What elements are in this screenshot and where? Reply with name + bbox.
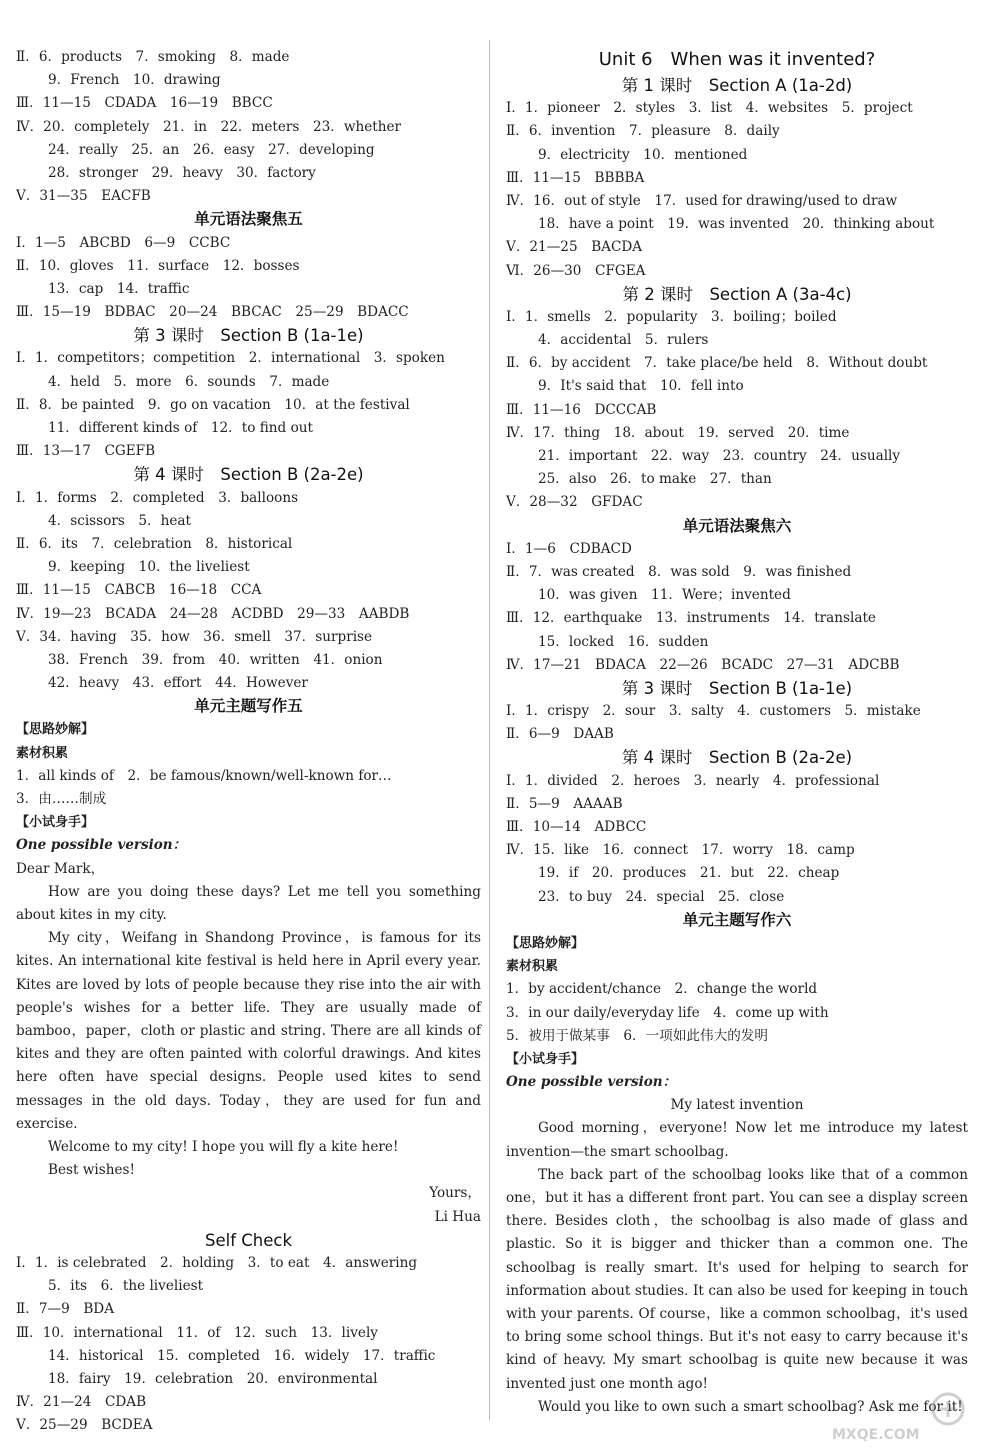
- answer-line: Ⅴ．28—32 GFDAC: [506, 494, 643, 511]
- version-label: One possible version：: [506, 1074, 677, 1091]
- answer-line: 5．its 6．the liveliest: [48, 1278, 204, 1295]
- watermark-logo: [828, 1391, 978, 1443]
- answer-line: Ⅱ．10．gloves 11．surface 12．bosses: [16, 257, 300, 274]
- answer-line: Ⅰ．1．smells 2．popularity 3．boiling；boiled: [506, 308, 837, 325]
- answer-line: Ⅳ．19—23 BCADA 24—28 ACDBD 29—33 AABDB: [16, 605, 410, 622]
- answer-line: Ⅲ．12．earthquake 13．instruments 14．translate: [506, 610, 876, 627]
- answers-block: [506, 700, 968, 746]
- material-line: 1．all kinds of 2．be famous/known/well-known for…: [16, 767, 392, 784]
- material-line: 1．by accident/chance 2．change the world: [506, 981, 818, 998]
- column-divider: [489, 40, 490, 1420]
- salutation: Dear Mark，: [16, 860, 105, 877]
- right-column: [506, 46, 968, 1419]
- answer-line: 10．was given 11．Were；invented: [538, 587, 791, 604]
- answer-line: 15．locked 16．sudden: [538, 633, 709, 650]
- section-heading: 第 1 课时 Section A (1a-2d): [621, 76, 853, 95]
- essay-paragraph: Welcome to my city! I hope you will fly a kite here!: [48, 1139, 399, 1155]
- answer-line: 24．really 25．an 26．easy 27．developing: [48, 141, 375, 158]
- material-block: [506, 978, 968, 1048]
- answer-line: 13．cap 14．traffic: [48, 280, 190, 297]
- section-heading: 单元语法聚焦六: [682, 516, 792, 535]
- answer-line: 4．held 5．more 6．sounds 7．made: [48, 373, 330, 390]
- tag-label: 素材积累: [506, 959, 559, 975]
- answer-line: Ⅱ．6．its 7．celebration 8．historical: [16, 535, 293, 552]
- answer-line: 11．different kinds of 12．to find out: [48, 420, 313, 436]
- answer-line: Ⅲ．15—19 BDBAC 20—24 BBCAC 25—29 BDACC: [16, 304, 409, 321]
- answer-line: 9．keeping 10．the liveliest: [48, 559, 250, 576]
- answer-line: Ⅳ．17．thing 18．about 19．served 20．time: [506, 424, 850, 441]
- answer-line: Ⅲ．10．international 11．of 12．such 13．lively: [16, 1324, 378, 1341]
- answer-line: Ⅲ．11—15 CDADA 16—19 BBCC: [16, 95, 273, 112]
- signature: Li Hua: [434, 1208, 481, 1225]
- essay-title: My latest invention: [670, 1097, 804, 1114]
- answer-line: Ⅴ．21—25 BACDA: [506, 239, 643, 256]
- answers-block: [506, 538, 968, 677]
- answer-line: Ⅴ．31—35 EACFB: [16, 188, 151, 205]
- answer-line: Ⅱ．6—9 DAAB: [506, 726, 614, 743]
- material-line: 3．in our daily/everyday life 4．come up with: [506, 1004, 829, 1021]
- material-block: [16, 765, 481, 811]
- answer-line: 19．if 20．produces 21．but 22．cheap: [538, 865, 840, 882]
- essay-paragraph: Good morning，everyone! Now let me introduce my latest invention—the smart schoolbag.: [506, 1120, 968, 1160]
- answer-line: 21．important 22．way 23．country 24．usually: [538, 448, 901, 464]
- answer-line: Ⅱ．6．by accident 7．take place/be held 8．Without doubt: [506, 355, 928, 372]
- answer-line: Ⅴ．34．having 35．how 36．smell 37．surprise: [16, 628, 373, 645]
- essay-paragraph: The back part of the schoolbag looks like that of a common one，but it has a different front part. You can see a display screen there. Besides cloth，the schoolbag is also made of glass and plastic. So it is bigger and thicker than a common one. The schoolbag is really smart. It's used for helping to search for information about studies. It can also be used for keeping in touch with your parents. Of course，like a common schoolbag，it's used to bring some school things. But it's not easy to carry because it's kind of heavy. My smart schoolbag is quite new because it was invented just one month ago!: [506, 1166, 968, 1392]
- essay-body: [506, 1117, 968, 1419]
- answer-line: Ⅱ．7．was created 8．was sold 9．was finished: [506, 563, 852, 580]
- answer-line: 9．It's said that 10．fell into: [538, 378, 744, 395]
- answers-block: [16, 46, 481, 208]
- answer-line: 9．electricity 10．mentioned: [538, 146, 748, 163]
- answer-line: Ⅱ．7—9 BDA: [16, 1301, 115, 1318]
- answer-line: Ⅱ．6．invention 7．pleasure 8．daily: [506, 123, 780, 140]
- section-heading: 单元主题写作六: [682, 910, 792, 929]
- answers-block: [16, 487, 481, 696]
- tag-label: 【小试身手】: [16, 815, 95, 831]
- section-heading: 第 3 课时 Section B (1a-1e): [621, 678, 853, 698]
- section-heading: 单元主题写作五: [194, 697, 303, 716]
- essay-paragraph: Best wishes!: [48, 1162, 135, 1179]
- section-heading: 第 4 课时 Section B (2a-2e): [621, 748, 853, 768]
- material-line: 3．由……制成: [16, 791, 107, 807]
- answer-line: 38．French 39．from 40．written 41．onion: [48, 651, 383, 668]
- answer-line: 23．to buy 24．special 25．close: [538, 888, 785, 905]
- answer-line: 4．accidental 5．rulers: [538, 332, 709, 349]
- answer-line: 14．historical 15．completed 16．widely 17．traffic: [48, 1347, 436, 1364]
- answer-line: Ⅰ．1．competitors；competition 2．international 3．spoken: [16, 350, 445, 367]
- version-label: One possible version：: [16, 837, 187, 854]
- answer-line: Ⅱ．5—9 AAAAB: [506, 795, 623, 812]
- answer-line: Ⅳ．16．out of style 17．used for drawing/used to draw: [506, 192, 898, 209]
- tag-label: 【思路妙解】: [506, 935, 585, 951]
- answer-line: Ⅲ．11—15 CABCB 16—18 CCA: [16, 582, 262, 599]
- answer-line: Ⅰ．1．forms 2．completed 3．balloons: [16, 489, 299, 506]
- answer-line: 18．fairy 19．celebration 20．environmental: [48, 1370, 378, 1387]
- answer-line: 4．scissors 5．heat: [48, 512, 191, 529]
- answer-line: Ⅵ．26—30 CFGEA: [506, 262, 646, 279]
- answer-line: Ⅱ．6．products 7．smoking 8．made: [16, 49, 290, 65]
- answer-line: Ⅲ．10—14 ADBCC: [506, 819, 647, 835]
- answer-line: Ⅰ．1．is celebrated 2．holding 3．to eat 4．answering: [16, 1255, 418, 1271]
- unit-title: Unit 6 When was it invented?: [598, 49, 876, 70]
- answer-line: Ⅲ．11—16 DCCCAB: [506, 401, 657, 418]
- answer-line: Ⅳ．15．like 16．connect 17．worry 18．camp: [506, 842, 855, 859]
- answer-line: Ⅴ．25—29 BCDEA: [16, 1417, 153, 1434]
- answer-line: Ⅱ．8．be painted 9．go on vacation 10．at the festival: [16, 396, 410, 413]
- essay-paragraph: My city，Weifang in Shandong Province，is famous for its kites. An international kite festival is held here in April every year. Kites are loved by lots of people because they rise into the air with people's wishes for a better life. They are usually made of bamboo，paper，cloth or plastic and string. There are all kinds of kites and they are often painted with colorful drawings. And kites here often have special designs. People used kites to send messages in the old days. Today，they are used for fun and exercise.: [16, 930, 481, 1132]
- answer-line: Ⅰ．1—6 CDBACD: [506, 540, 632, 557]
- essay-paragraph: Would you like to own such a smart schoolbag? Ask me for it!: [538, 1398, 963, 1415]
- tag-label: 【小试身手】: [506, 1051, 585, 1067]
- watermark-text: MXQE.COM: [832, 1427, 920, 1443]
- section-heading: 第 2 课时 Section A (3a-4c): [622, 284, 852, 304]
- answer-line: Ⅳ．17—21 BDACA 22—26 BCADC 27—31 ADCBB: [506, 656, 900, 673]
- left-column: [16, 46, 481, 1438]
- answers-block: [16, 347, 481, 463]
- answer-line: Ⅰ．1—5 ABCBD 6—9 CCBC: [16, 234, 231, 251]
- answers-block: [16, 232, 481, 325]
- section-heading: 第 3 课时 Section B (1a-1e): [133, 326, 364, 346]
- answers-block: [506, 306, 968, 515]
- answer-line: Ⅰ．1．divided 2．heroes 3．nearly 4．professional: [506, 772, 880, 789]
- essay-paragraph: How are you doing these days? Let me tell you something about kites in my city.: [16, 883, 481, 923]
- essay-body: [16, 881, 481, 1183]
- section-heading: 单元语法聚焦五: [194, 210, 303, 229]
- material-line: 5．被用于做某事 6．一项如此伟大的发明: [506, 1027, 768, 1044]
- section-heading: 第 4 课时 Section B (2a-2e): [133, 465, 364, 485]
- answer-line: Ⅰ．1．crispy 2．sour 3．salty 4．customers 5．mistake: [506, 703, 921, 720]
- answers-block: [506, 97, 968, 283]
- answer-line: 28．stronger 29．heavy 30．factory: [48, 164, 316, 181]
- answer-line: 18．have a point 19．was invented 20．thinking about: [538, 216, 935, 233]
- answer-line: Ⅰ．1．pioneer 2．styles 3．list 4．websites 5．project: [506, 100, 913, 117]
- answer-line: 9．French 10．drawing: [48, 72, 221, 89]
- answer-line: Ⅲ．13—17 CGEFB: [16, 443, 156, 460]
- answers-block: [16, 1252, 481, 1438]
- answer-line: Ⅲ．11—15 BBBBA: [506, 169, 645, 186]
- answer-line: Ⅳ．21—24 CDAB: [16, 1394, 147, 1411]
- closing: Yours，: [429, 1185, 481, 1202]
- answer-line: 42．heavy 43．effort 44．However: [48, 675, 308, 692]
- answer-line: Ⅳ．20．completely 21．in 22．meters 23．whether: [16, 118, 402, 135]
- answer-line: 25．also 26．to make 27．than: [538, 471, 772, 488]
- section-heading: Self Check: [204, 1230, 293, 1250]
- tag-label: 【思路妙解】: [16, 722, 95, 738]
- tag-label: 素材积累: [16, 745, 69, 761]
- answers-block: [506, 770, 968, 909]
